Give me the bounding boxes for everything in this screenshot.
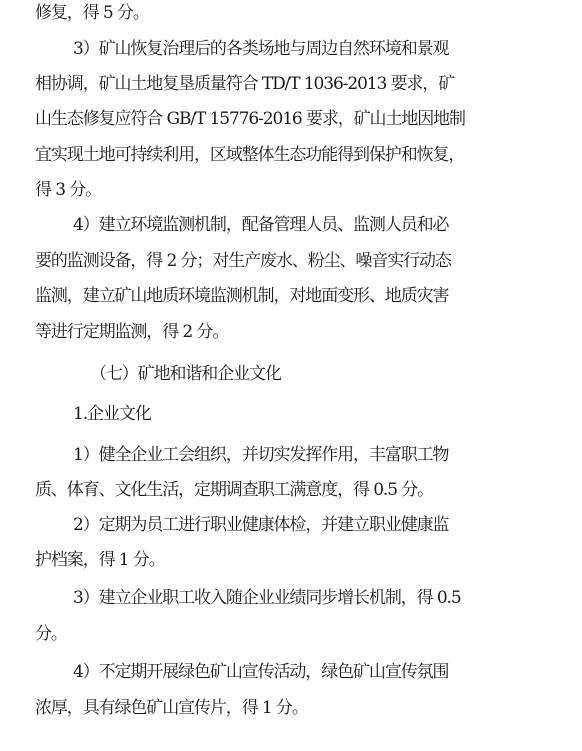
text-line-19: 4）不定期开展绿色矿山宣传活动，绿色矿山宣传氛围	[73, 662, 449, 682]
subsection-heading: 1.企业文化	[73, 404, 151, 424]
text-line-14: 质、体育、文化生活，定期调查职工满意度，得 0.5 分。	[35, 480, 434, 500]
text-line-7: 4）建立环境监测机制，配备管理人员、监测人员和必	[73, 215, 449, 235]
text-line-4: 山生态修复应符合 GB/T 15776-2016 要求，矿山土地因地制	[35, 109, 465, 129]
text-line-20: 浓厚，具有绿色矿山宣传片，得 1 分。	[35, 698, 308, 718]
section-heading: （七）矿地和谐和企业文化	[90, 364, 281, 384]
text-line-16: 护档案，得 1 分。	[35, 550, 165, 570]
text-line-8: 要的监测设备，得 2 分；对生产废水、粉尘、噪音实行动态	[35, 251, 451, 271]
text-line-3: 相协调，矿山土地复垦质量符合 TD/T 1036-2013 要求，矿	[35, 74, 455, 94]
text-line-6: 得 3 分。	[35, 180, 102, 200]
text-line-2: 3）矿山恢复治理后的各类场地与周边自然环境和景观	[73, 39, 449, 59]
text-line-13: 1）健全企业工会组织，并切实发挥作用，丰富职工物	[73, 445, 449, 465]
text-line-1: 修复，得 5 分。	[35, 3, 149, 23]
text-line-18: 分。	[35, 624, 67, 644]
text-line-5: 宜实现土地可持续利用，区域整体生态功能得到保护和恢复，	[35, 145, 465, 165]
text-line-9: 监测，建立矿山地质环境监测机制，对地面变形、地质灾害	[35, 286, 449, 306]
text-line-15: 2）定期为员工进行职业健康体检，并建立职业健康监	[73, 515, 449, 535]
text-line-10: 等进行定期监测，得 2 分。	[35, 322, 229, 342]
text-line-17: 3）建立企业职工收入随企业业绩同步增长机制，得 0.5	[73, 588, 461, 608]
